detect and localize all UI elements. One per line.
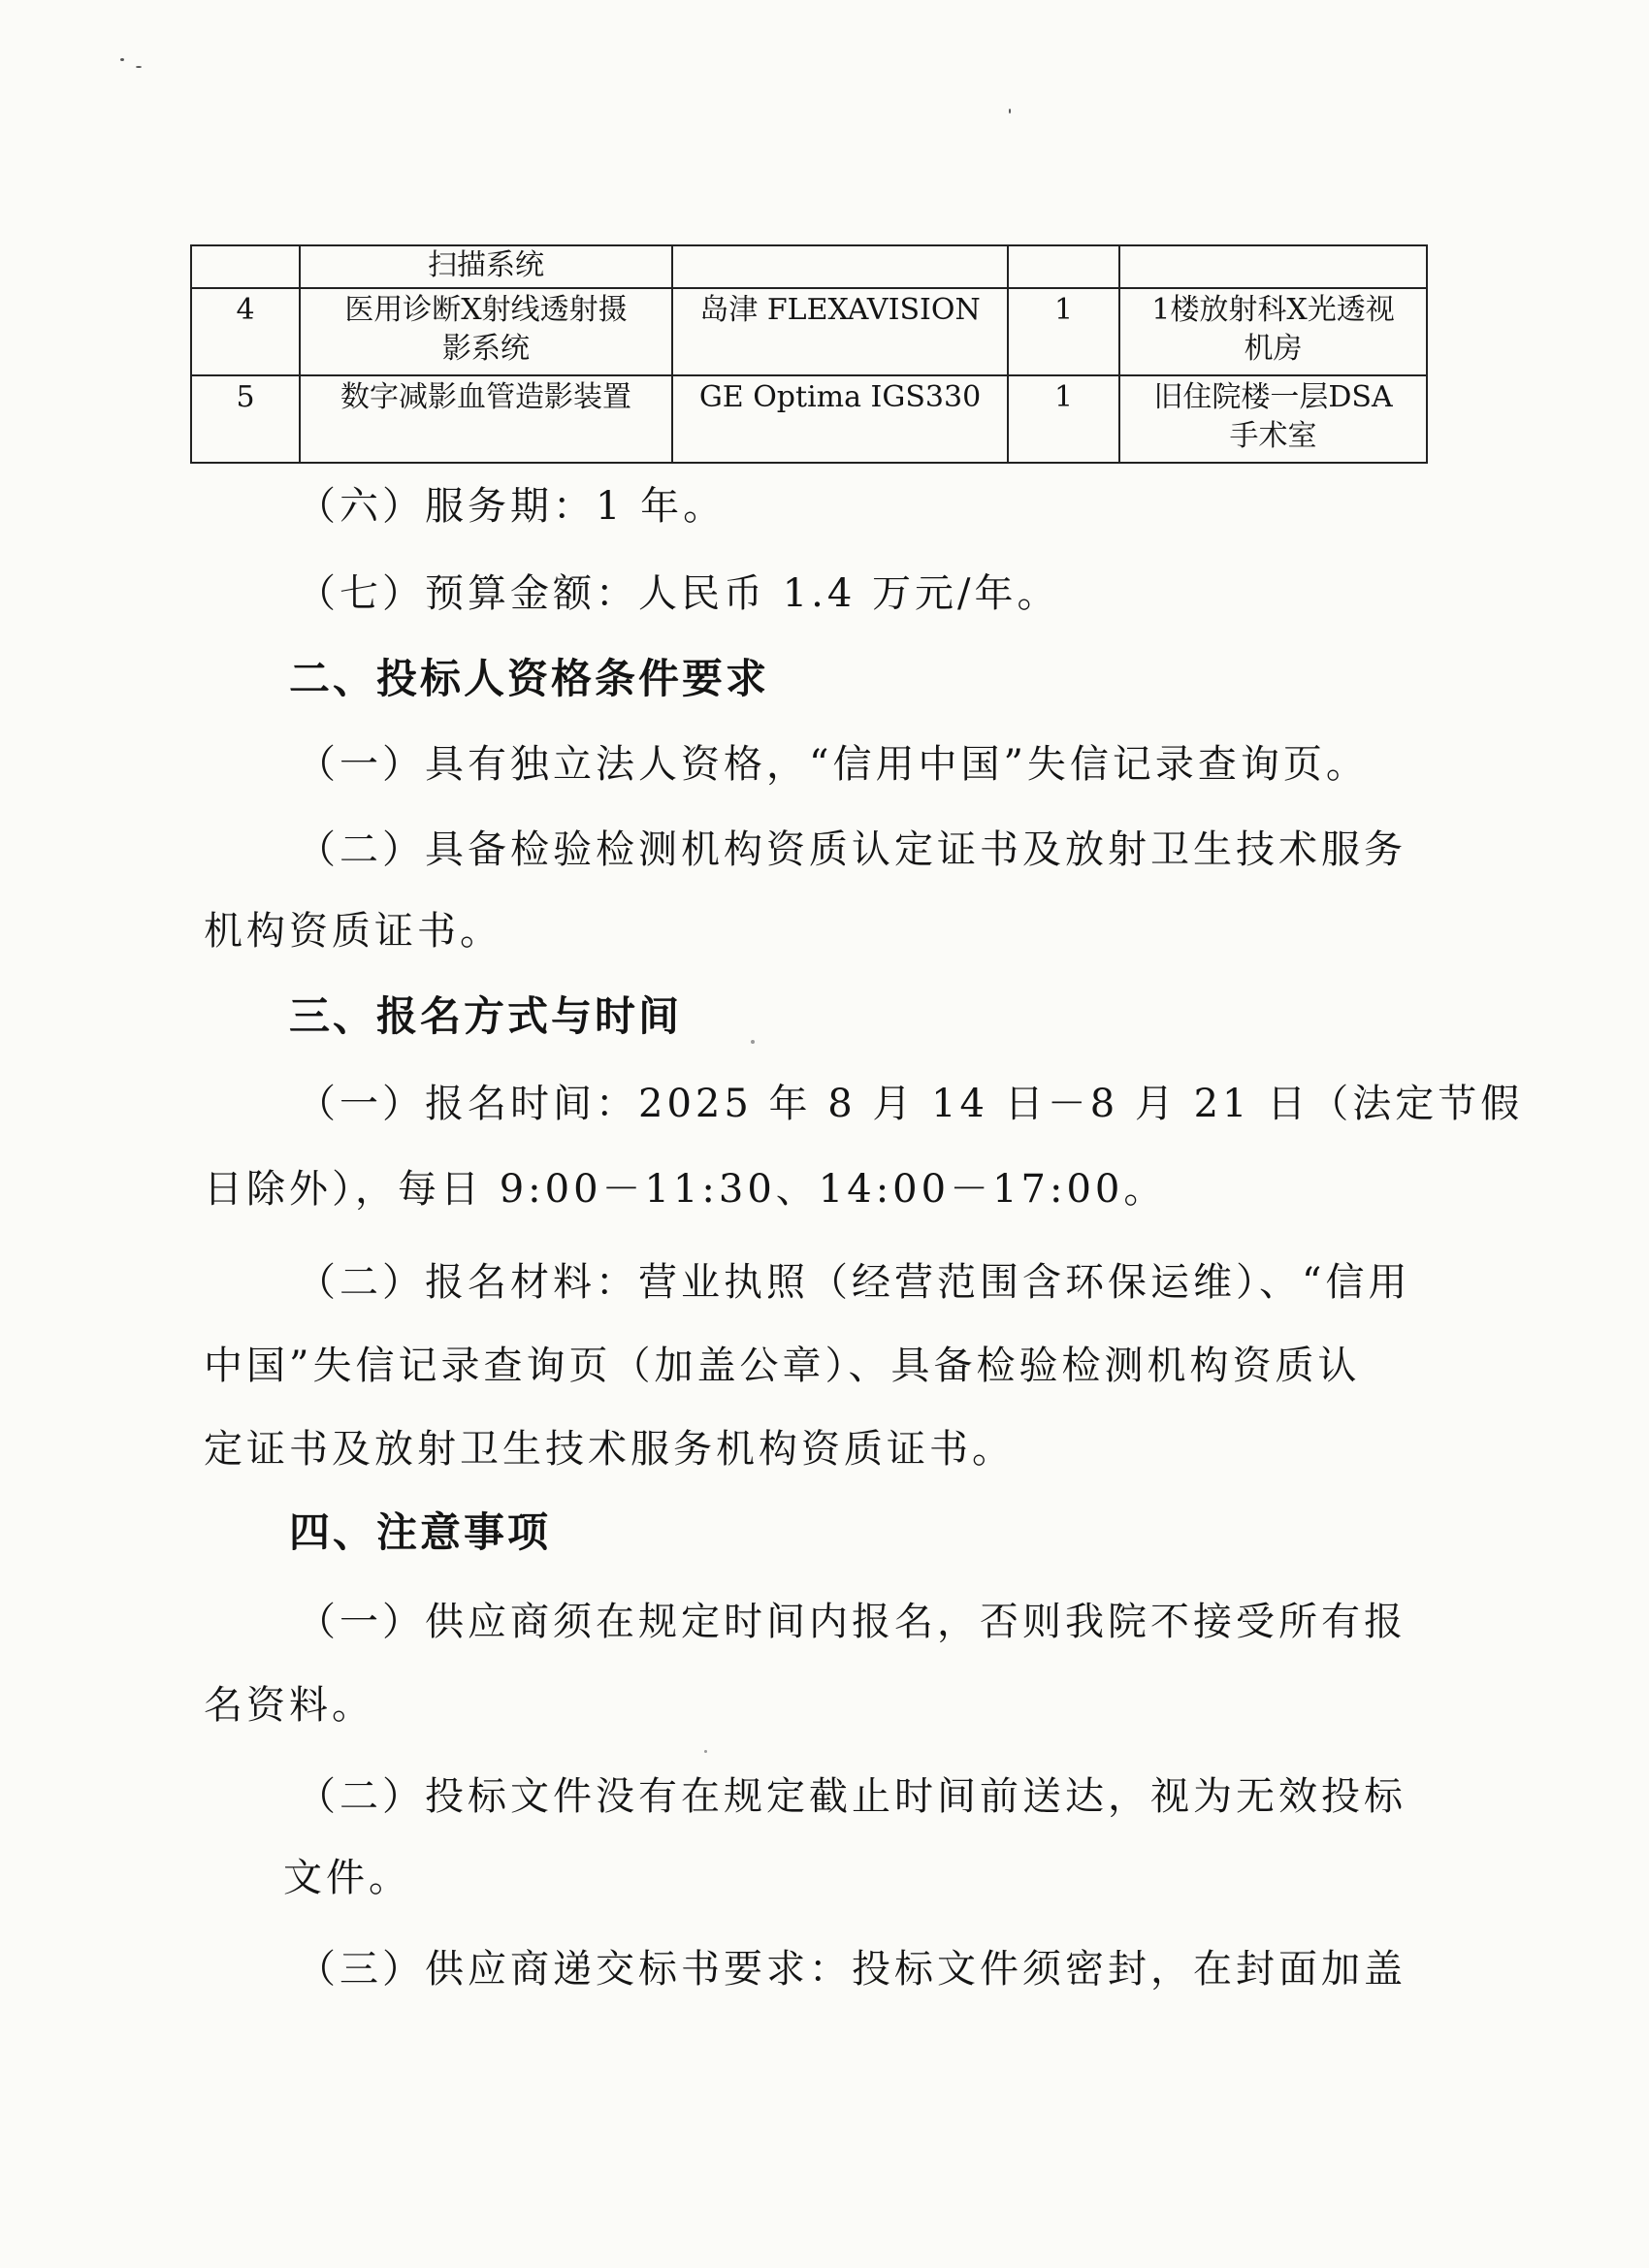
cell-equipment-name (300, 245, 672, 288)
cell-text: 1楼放射科X光透视 (1151, 293, 1395, 327)
notes-item-1-line-1: （一）供应商须在规定时间内报名，否则我院不接受所有报 (297, 1600, 1406, 1644)
registration-time-line-2: 日除外），每日 9:00－11:30、14:00－17:00。 (204, 1167, 1167, 1212)
notes-item-2-line-2: 文件。 (283, 1856, 411, 1900)
notes-item-2-line-1: （二）投标文件没有在规定截止时间前送达，视为无效投标 (297, 1774, 1406, 1819)
cell-text: 数字减影血管造影装置 (340, 380, 631, 414)
scan-speck (136, 66, 142, 68)
budget-amount: （七）预算金额：人民币 1.4 万元/年。 (297, 571, 1060, 616)
cell-text: 旧住院楼一层DSA (1153, 380, 1393, 414)
cell-location (1119, 288, 1427, 375)
table-row (191, 245, 1427, 288)
cell-text: 机房 (1244, 332, 1303, 366)
cell-location (1119, 245, 1427, 288)
notes-item-3-line-1: （三）供应商递交标书要求：投标文件须密封，在封面加盖 (297, 1947, 1406, 1992)
section-heading-qualification: 二、投标人资格条件要求 (289, 655, 770, 702)
registration-time-line-1: （一）报名时间：2025 年 8 月 14 日－8 月 21 日（法定节假 (297, 1082, 1524, 1126)
cell-quantity (1008, 245, 1119, 288)
registration-materials-line-2: 中国”失信记录查询页（加盖公章）、具备检验检测机构资质认 (204, 1344, 1361, 1388)
qualification-item-2-line-1: （二）具备检验检测机构资质认定证书及放射卫生技术服务 (297, 827, 1406, 872)
notes-item-1-line-2: 名资料。 (204, 1683, 374, 1728)
service-period: （六）服务期：1 年。 (297, 484, 727, 529)
table-row (191, 375, 1427, 463)
cell-text: 扫描系统 (428, 248, 544, 282)
cell-quantity: 1 (1008, 288, 1119, 375)
section-heading-notes: 四、注意事项 (289, 1508, 552, 1556)
qualification-item-2-line-2: 机构资质证书。 (204, 909, 502, 954)
cell-model (672, 245, 1008, 288)
cell-text: 影系统 (442, 332, 530, 366)
cell-no: 4 (191, 288, 300, 375)
scan-speck (120, 58, 124, 61)
cell-text: 手术室 (1229, 419, 1317, 453)
cell-no: 5 (191, 375, 300, 463)
registration-materials-line-3: 定证书及放射卫生技术服务机构资质证书。 (204, 1427, 1015, 1472)
cell-equipment-name (300, 375, 672, 463)
qualification-item-1: （一）具有独立法人资格，“信用中国”失信记录查询页。 (297, 742, 1369, 787)
equipment-table (190, 244, 1428, 464)
cell-no (191, 245, 300, 288)
cell-model: GE Optima IGS330 (672, 375, 1008, 463)
cell-equipment-name (300, 288, 672, 375)
cell-location (1119, 375, 1427, 463)
registration-materials-line-1: （二）报名材料：营业执照（经营范围含环保运维）、“信用 (297, 1260, 1411, 1305)
scan-speck (751, 1040, 755, 1044)
cell-text: 医用诊断X射线透射摄 (344, 293, 628, 327)
cell-quantity: 1 (1008, 375, 1119, 463)
scan-speck (1009, 109, 1011, 113)
table-row (191, 288, 1427, 375)
cell-model: 岛津 FLEXAVISION (672, 288, 1008, 375)
section-heading-registration: 三、报名方式与时间 (289, 992, 683, 1040)
